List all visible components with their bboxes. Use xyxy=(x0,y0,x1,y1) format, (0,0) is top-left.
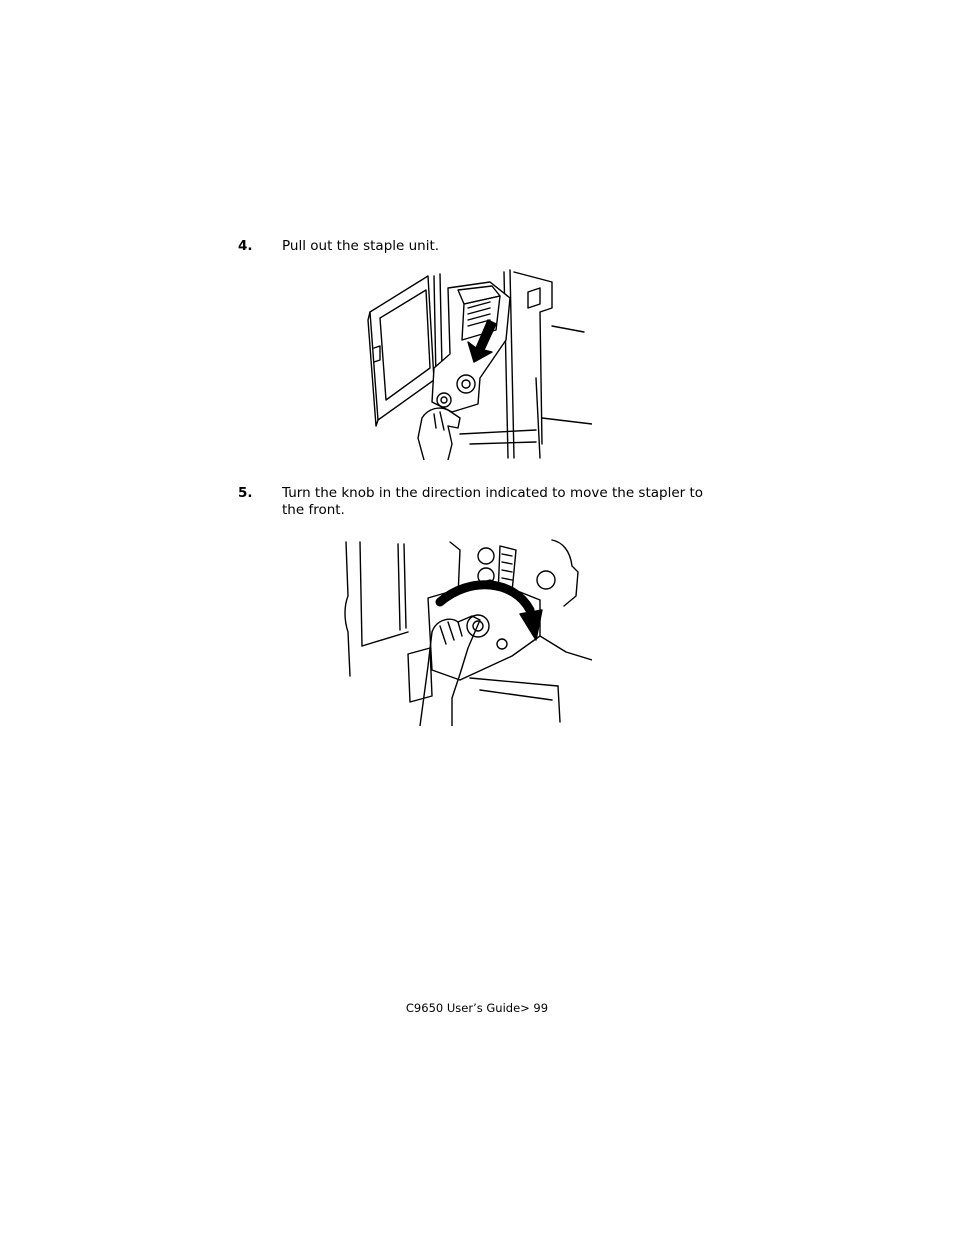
staple-unit-pull-illustration xyxy=(340,268,592,460)
step-number: 5. xyxy=(238,485,253,501)
step-text: Turn the knob in the direction indicated to move the stapler to the front. xyxy=(282,485,704,518)
step-text: Pull out the staple unit. xyxy=(282,238,440,254)
knob-turn-illustration xyxy=(340,536,592,726)
page-footer: C9650 User’s Guide> 99 xyxy=(405,1001,549,1015)
step-number: 4. xyxy=(238,238,253,254)
